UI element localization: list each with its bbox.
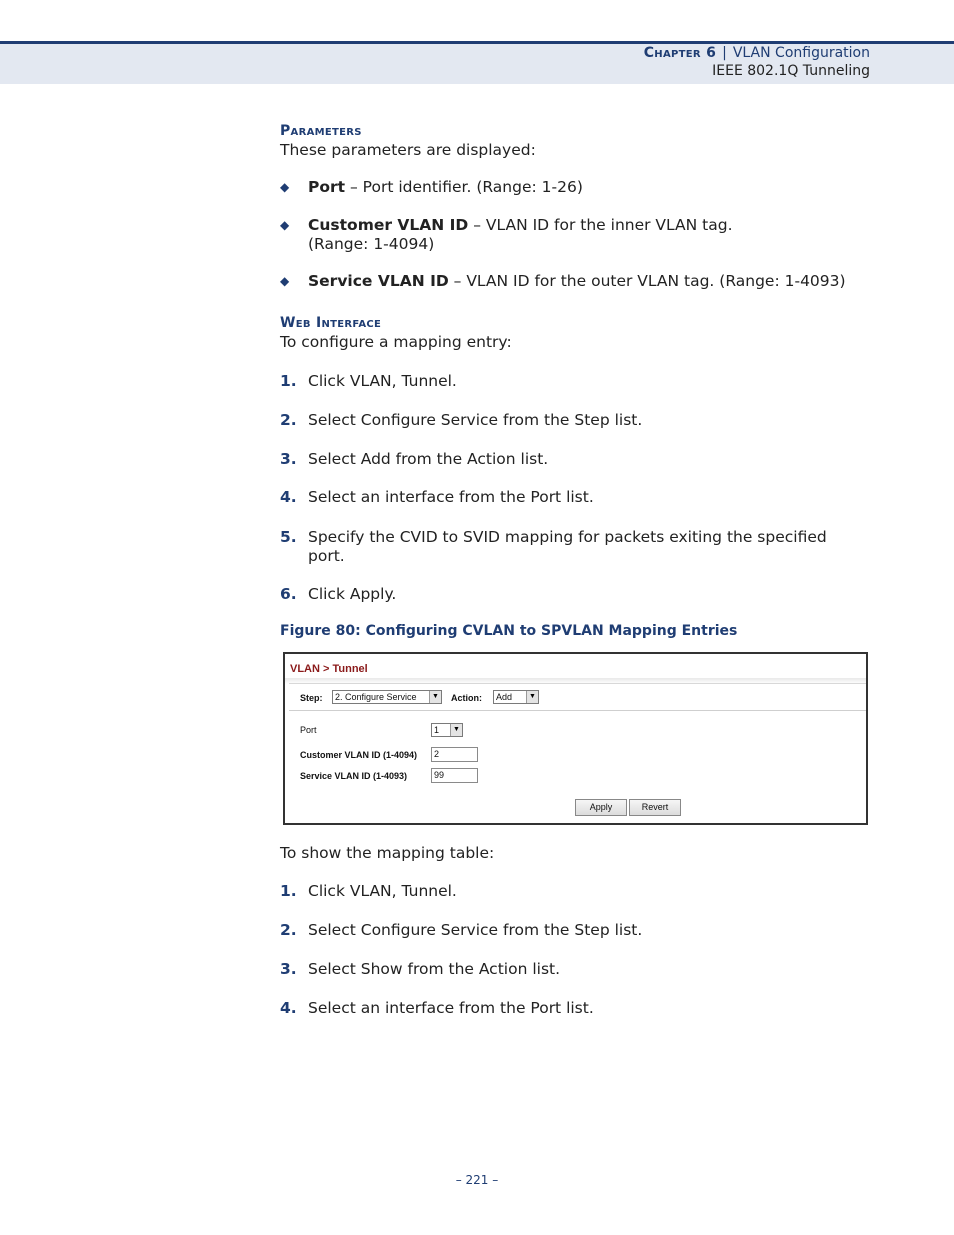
- breadcrumb: VLAN > Tunnel: [290, 663, 368, 675]
- parameter-desc: – VLAN ID for the outer VLAN tag. (Range: 1-4093): [448, 272, 846, 290]
- port-select[interactable]: [431, 723, 463, 737]
- running-header-section: IEEE 802.1Q Tunneling: [712, 63, 870, 79]
- parameter-desc: – Port identifier. (Range: 1-26): [345, 178, 583, 196]
- revert-button[interactable]: Revert: [629, 799, 681, 816]
- step-number: 1.: [280, 372, 297, 390]
- web-interface-heading: Web Interface: [280, 315, 382, 331]
- step-number: 2.: [280, 921, 297, 939]
- step-number: 2.: [280, 411, 297, 429]
- step-text: Select Add from the Action list.: [308, 450, 549, 468]
- svid-label: Service VLAN ID (1-4093): [300, 771, 408, 781]
- chapter-title: VLAN Configuration: [732, 45, 870, 61]
- figure-caption: Figure 80: Configuring CVLAN to SPVLAN Mapping Entries: [280, 623, 738, 639]
- bullet-diamond-icon: ◆: [280, 180, 290, 194]
- apply-button[interactable]: Apply: [575, 799, 627, 816]
- step-label: Step:: [300, 693, 323, 703]
- parameters-heading: Parameters: [280, 123, 362, 139]
- step-text: Specify the CVID to SVID mapping for packets exiting the specified port.: [308, 528, 827, 565]
- step-number: 6.: [280, 585, 297, 603]
- chevron-down-icon[interactable]: ▼: [429, 691, 441, 703]
- svid-input[interactable]: 99: [431, 768, 478, 783]
- divider: [289, 683, 866, 684]
- cvid-input[interactable]: 2: [431, 747, 478, 762]
- chevron-down-icon[interactable]: ▼: [526, 691, 538, 703]
- step-text: Select Show from the Action list.: [308, 960, 561, 978]
- chapter-number: Chapter 6: [643, 45, 717, 61]
- parameter-desc-range: (Range: 1-4094): [308, 235, 435, 253]
- bullet-diamond-icon: ◆: [280, 274, 290, 288]
- step-text: Select an interface from the Port list.: [308, 488, 594, 506]
- bullet-diamond-icon: ◆: [280, 218, 290, 232]
- parameter-term: Service VLAN ID: [308, 272, 449, 290]
- parameter-term: Customer VLAN ID: [308, 216, 469, 234]
- step-text: Click Apply.: [308, 585, 397, 603]
- step-number: 4.: [280, 488, 297, 506]
- step-select-value: 2. Configure Service: [335, 692, 417, 702]
- step-number: 5.: [280, 528, 297, 546]
- page-number: – 221 –: [455, 1173, 499, 1187]
- chevron-down-icon[interactable]: ▼: [450, 724, 462, 736]
- port-select-value: 1: [434, 725, 440, 735]
- step-number: 4.: [280, 999, 297, 1017]
- step-select[interactable]: [332, 690, 442, 704]
- web-interface-intro: To configure a mapping entry:: [280, 333, 512, 351]
- action-select-value: Add: [496, 692, 513, 702]
- port-label: Port: [300, 725, 317, 735]
- step-text: Select Configure Service from the Step list.: [308, 411, 643, 429]
- parameter-term: Port: [308, 178, 346, 196]
- running-header-chapter: [644, 45, 870, 61]
- action-select[interactable]: [493, 690, 539, 704]
- step-number: 3.: [280, 450, 297, 468]
- action-label: Action:: [451, 693, 482, 703]
- figure-screenshot: [283, 652, 868, 825]
- step-text: Select Configure Service from the Step list.: [308, 921, 643, 939]
- show-table-intro: To show the mapping table:: [280, 844, 495, 862]
- parameter-desc: – VLAN ID for the inner VLAN tag.: [468, 216, 733, 234]
- divider: [289, 710, 866, 711]
- step-text: Select an interface from the Port list.: [308, 999, 594, 1017]
- step-number: 1.: [280, 882, 297, 900]
- cvid-label: Customer VLAN ID (1-4094): [300, 750, 418, 760]
- step-text: Click VLAN, Tunnel.: [308, 882, 457, 900]
- parameters-intro: These parameters are displayed:: [280, 141, 536, 159]
- header-separator: |: [722, 45, 727, 61]
- step-number: 3.: [280, 960, 297, 978]
- step-text: Click VLAN, Tunnel.: [308, 372, 457, 390]
